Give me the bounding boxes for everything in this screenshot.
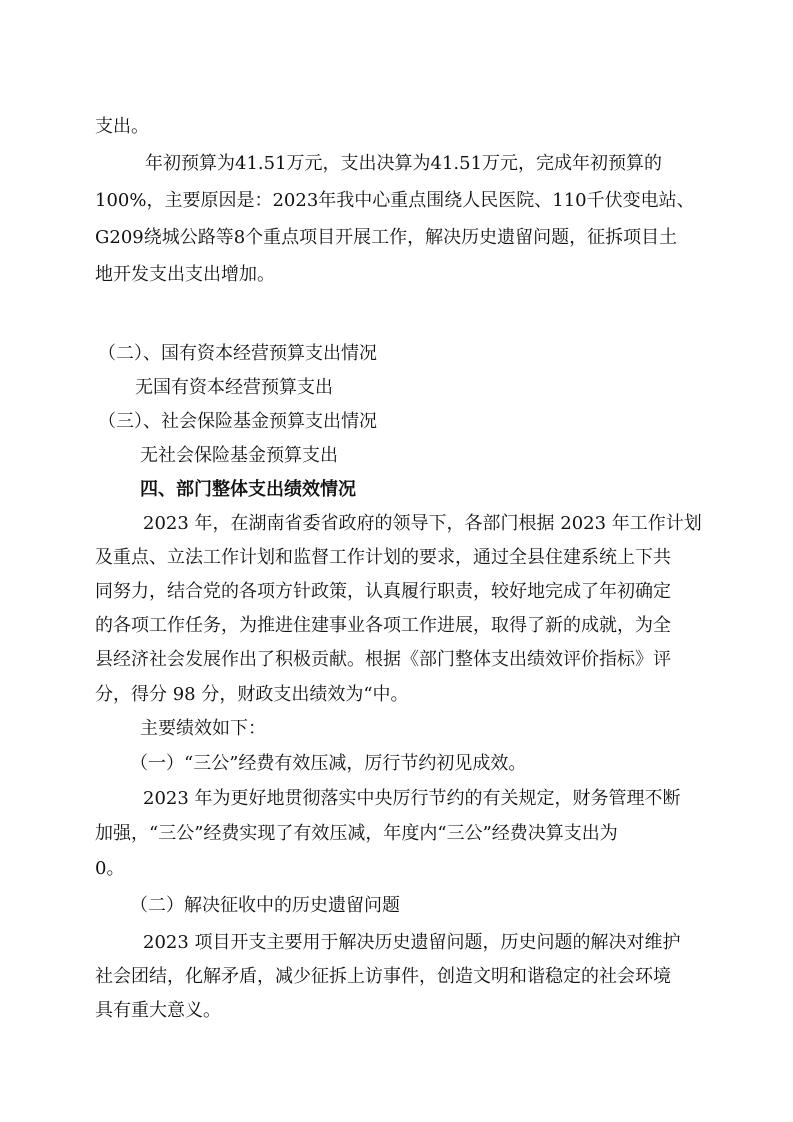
paragraph-line: 支出。 (95, 116, 149, 137)
section-subheading: （三）、社会保险基金预算支出情况 (98, 411, 377, 432)
section-subheading: （一）“三公”经费有效压减，厉行节约初见成效。 (130, 753, 527, 774)
paragraph-line: G209绕城公路等8个重点项目开展工作，解决历史遗留问题，征拆项目土 (95, 227, 678, 248)
paragraph-line: 100%，主要原因是：2023年我中心重点围绕人民医院、110千伏变电站、 (95, 190, 695, 211)
paragraph-line: 0。 (95, 858, 125, 879)
paragraph-line: 社会团结，化解矛盾，减少征拆上访事件，创造文明和谐稳定的社会环境 (95, 966, 671, 987)
paragraph-line: 同努力，结合党的各项方针政策，认真履行职责，较好地完成了年初确定 (95, 581, 671, 602)
paragraph-line: 县经济社会发展作出了积极贡献。根据《部门整体支出绩效评价指标》评 (95, 649, 671, 670)
paragraph-line: 无社会保险基金预算支出 (140, 445, 338, 466)
paragraph-line: 的各项工作任务，为推进住建事业各项工作进展，取得了新的成就，为全 (95, 615, 671, 636)
paragraph-line: 2023 项目开支主要用于解决历史遗留问题，历史问题的解决对维护 (143, 932, 681, 953)
paragraph-line: 及重点、立法工作计划和监督工作计划的要求，通过全县住建系统上下共 (95, 547, 671, 568)
paragraph-line: 主要绩效如下： (140, 718, 266, 739)
section-heading: 四、部门整体支出绩效情况 (140, 479, 356, 500)
section-subheading: （二）解决征收中的历史遗留问题 (130, 895, 400, 916)
paragraph-line: 具有重大意义。 (95, 1000, 221, 1021)
section-subheading: （二）、国有资本经营预算支出情况 (98, 343, 377, 364)
paragraph-line: 年初预算为41.51万元，支出决算为41.51万元，完成年初预算的 (145, 153, 663, 174)
paragraph-line: 2023 年，在湖南省委省政府的领导下，各部门根据 2023 年工作计划 (143, 513, 702, 534)
paragraph-line: 地开发支出支出增加。 (95, 264, 275, 285)
paragraph-line: 2023 年为更好地贯彻落实中央厉行节约的有关规定，财务管理不断 (143, 788, 681, 809)
paragraph-line: 无国有资本经营预算支出 (135, 377, 333, 398)
paragraph-line: 分，得分 98 分，财政支出绩效为“中。 (95, 684, 409, 705)
paragraph-line: 加强，“三公”经费实现了有效压减，年度内“三公”经费决算支出为 (95, 823, 618, 844)
